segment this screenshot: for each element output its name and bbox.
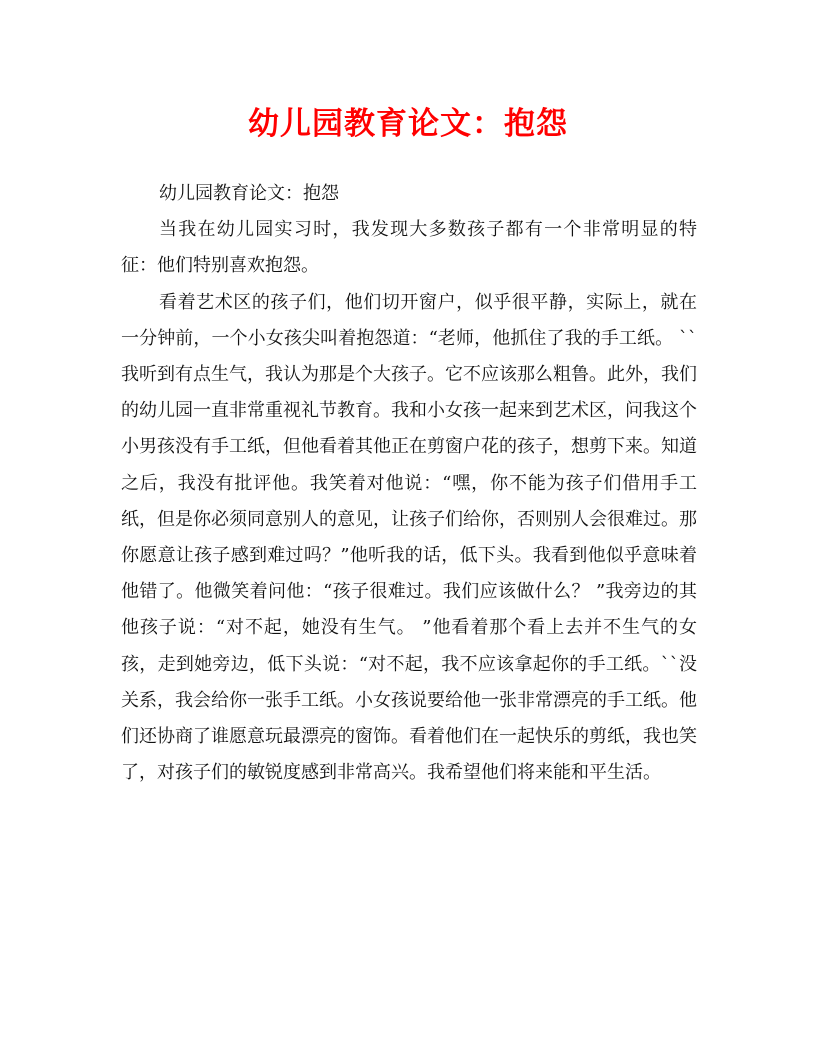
paragraph-heading-repeat: 幼儿园教育论文：抱怨 xyxy=(159,183,339,204)
document-body xyxy=(121,176,697,791)
paragraph-story: 看着艺术区的孩子们，他们切开窗户，似乎很平静，实际上，就在一分钟前，一个小女孩尖叫着抱怨道：“老师，他抓住了我的手工纸。 ``我听到有点生气，我认为那是个大孩子。它不应该那么粗鲁。此外，我们的幼儿园一直非常重视礼节教育。我和小女孩一起来到艺术区，问我这个小男孩没有手工纸，但他看着其他正在剪窗户花的孩子，想剪下来。知道之后，我没有批评他。我笑着对他说：“嘿，你不能为孩子们借用手工纸，但是你必须同意别人的意见，让孩子们给你，否则别人会很难过。那你愿意让孩子感到难过吗？”他听我的话，低下头。我看到他似乎意味着他错了。他微笑着问他：“孩子很难过。我们应该做什么？ ”我旁边的其他孩子说：“对不起，她没有生气。 ”他看着那个看上去并不生气的女孩，走到她旁边，低下头说：“对不起，我不应该拿起你的手工纸。``没关系，我会给你一张手工纸。小女孩说要给他一张非常漂亮的手工纸。他们还协商了谁愿意玩最漂亮的窗饰。看着他们在一起快乐的剪纸，我也笑了，对孩子们的敏锐度感到非常高兴。我希望他们将来能和平生活。 xyxy=(121,291,697,784)
paragraph-intro: 当我在幼儿园实习时，我发现大多数孩子都有一个非常明显的特征：他们特别喜欢抱怨。 xyxy=(121,219,697,277)
document-title: 幼儿园教育论文：抱怨 xyxy=(248,106,568,142)
